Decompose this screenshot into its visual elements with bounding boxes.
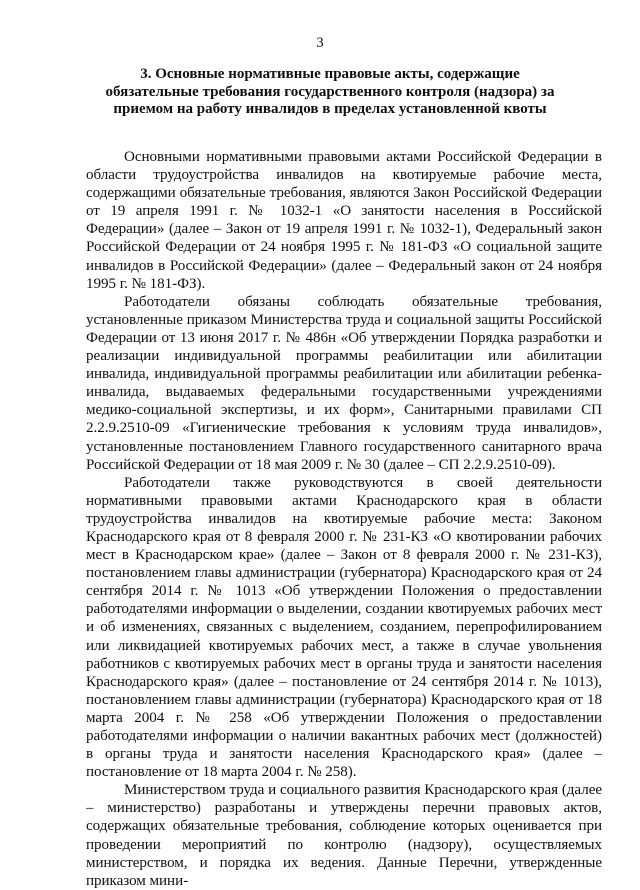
paragraph-federal-laws: Основными нормативными правовыми актами Российской Федерации в области трудоустройства инвалидов на квотируемые рабочие места, содержащими обязательные требования, являются Закон Российской Федерации от 19 апреля 1991 г. № 1032-1 «О занятости населения в Российской Федерации» (далее – Закон от 19 апреля 1991 г. № 1032-1), Федеральный закон Российской Федерации от 24 ноября 1995 г. № 181-ФЗ «О социальной защите инвалидов в Российской Федерации» (далее – Федеральный закон от 24 ноября 1995 г. № 181-ФЗ). [86,149,602,292]
section-heading: 3. Основные нормативные правовые акты, содержащие обязательные требования государственного контроля (надзора) за приемом на работу инвалидов в пределах установленной квоты [105,66,555,117]
page-number: 3 [316,35,324,51]
paragraph-regional-acts: Работодатели также руководствуются в своей деятельности нормативными правовыми актами Краснодарского края в области трудоустройства инвалидов на квотируемые рабочие места: Законом Краснодарского края от 8 февраля 2000 г. № 231-КЗ «О квотировании рабочих мест в Краснодарском крае» (далее – Закон от 8 февраля 2000 г. № 231-КЗ), постановлением главы администрации (губернатора) Краснодарского края от 24 сентября 2014 г. № 1013 «Об утверждении Положения о предоставлении работодателями информации о выделении, создании квотируемых рабочих мест и об изменениях, связанных с выделением, созданием, перепрофилированием или ликвидацией квотируемых рабочих мест, а также в случае увольнения работников с квотируемых рабочих мест в органы труда и занятости населения Краснодарского края» (далее – постановление от 24 сентября 2014 г. № 1013), постановлением главы администрации (губернатора) Краснодарского края от 18 марта 2004 г. № 258 «Об утверждении Положения о предоставлении работодателями информации о наличии вакантных рабочих мест (должностей) в органы труда и занятости населения Краснодарского края» (далее – постановление от 18 марта 2004 г. № 258). [86,474,602,781]
body-text [86,148,602,890]
paragraph-employer-obligations: Работодатели обязаны соблюдать обязательные требования, установленные приказом Министерства труда и социальной защиты Российской Федерации от 13 июня 2017 г. № 486н «Об утверждении Порядка разработки и реализации индивидуальной программы реабилитации или абилитации инвалида, индивидуальной программы реабилитации или абилитации ребенка-инвалида, выдаваемых федеральными государственными учреждениями медико-социальной экспертизы, и их форм», Санитарными правилами СП 2.2.9.2510-09 «Гигиенические требования к условиям труда инвалидов», установленные постановлением Главного государственного санитарного врача Российской Федерации от 18 мая 2009 г. № 30 (далее – СП 2.2.9.2510-09). [86,293,602,473]
paragraph-ministry-lists: Министерством труда и социального развития Краснодарского края (далее – министерство) разработаны и утверждены перечни правовых актов, содержащих обязательные требования, соблюдение которых оценивается при проведении мероприятий по контролю (надзору), осуществляемых министерством, и порядка их ведения. Данные Перечни, утвержденные приказом мини- [86,782,602,889]
